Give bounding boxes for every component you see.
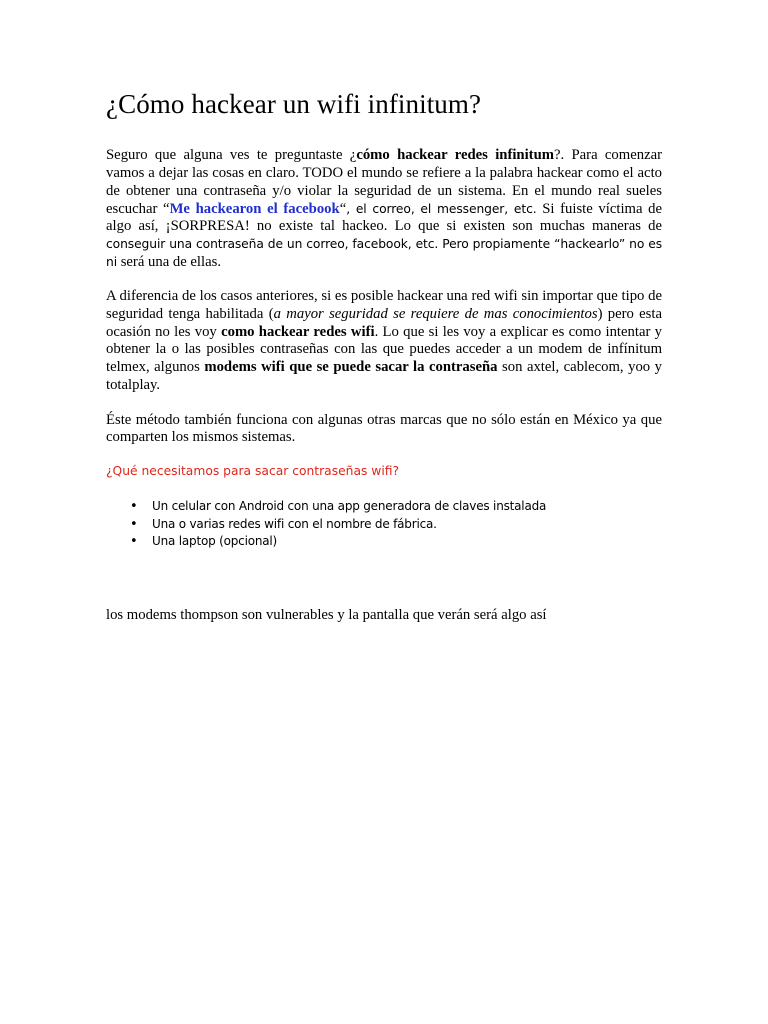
paragraph-difference-text-3: . Lo que si les voy a explicar es como intentar y obtener la o las posibles contraseñas con las que puedes acceder a un modem de infínitum telmex, algunos [106, 323, 663, 376]
page-title: ¿Cómo hackear un wifi infinitum? [106, 89, 482, 119]
document-page [106, 88, 662, 639]
list-item-text: Una o varias redes wifi con el nombre de fábrica. [152, 516, 437, 531]
list-item [130, 516, 662, 534]
paragraph-difference-text-1: A diferencia de los casos anteriores, si es posible hackear una red wifi sin importar que tipo de seguridad tenga habilitada ( [106, 288, 662, 323]
paragraph-intro-text-5: será una de ellas. [117, 253, 222, 270]
requirements-heading: ¿Qué necesitamos para sacar contraseñas wifi? [106, 463, 400, 478]
paragraph-intro-text-3: “ [339, 200, 347, 217]
bullet-icon: • [130, 498, 138, 514]
paragraph-difference [106, 288, 662, 394]
paragraph-difference-text-2: ) pero esta ocasión no les voy [106, 306, 662, 340]
list-item [130, 498, 662, 516]
paragraph-difference-bold-2: modems wifi que se puede sacar la contraseña [204, 359, 498, 376]
paragraph-intro-bold-1: cómo hackear redes infinitum [356, 147, 554, 164]
list-item [130, 533, 662, 551]
paragraph-intro-text-4: Si fuiste víctima de algo así, ¡SORPRESA! no existe tal hackeo. Lo que si existen son muchas maneras de [106, 200, 663, 235]
bullet-icon: • [130, 534, 138, 550]
list-item-text: Un celular con Android con una app generadora de claves instalada [152, 498, 547, 513]
requirements-list [106, 498, 662, 551]
paragraph-intro-text-1: Seguro que alguna ves te preguntaste ¿ [106, 147, 357, 164]
list-item-text: Una laptop (opcional) [152, 534, 278, 549]
paragraph-difference-italic: a mayor seguridad se requiere de mas conocimientos [273, 306, 598, 323]
paragraph-intro-sans-2: conseguir una contraseña de un correo, facebook, etc. Pero propiamente “hackearlo” no es ni [106, 236, 662, 269]
paragraph-difference-bold-1: como hackear redes wifi [221, 323, 375, 340]
paragraph-intro-sans-1: , el correo, el messenger, etc. [346, 201, 537, 216]
paragraph-difference-text-4: son axtel, cablecom, yoo y totalplay. [106, 359, 662, 393]
paragraph-method: Éste método también funciona con algunas otras marcas que no sólo están en México ya que comparten los mismos sistemas. [106, 411, 662, 446]
facebook-hacked-link[interactable]: Me hackearon el facebook [169, 200, 340, 217]
bullet-icon: • [130, 516, 138, 532]
closing-paragraph: los modems thompson son vulnerables y la pantalla que verán será algo así [106, 607, 547, 624]
paragraph-intro [106, 147, 662, 271]
paragraph-intro-text-2: ?. Para comenzar vamos a dejar las cosas en claro. TODO el mundo se refiere a la palabra hackear como el acto de obtener una contraseña y/o violar la seguridad de un sistema. En el mundo real sueles escuchar “ [106, 147, 662, 217]
